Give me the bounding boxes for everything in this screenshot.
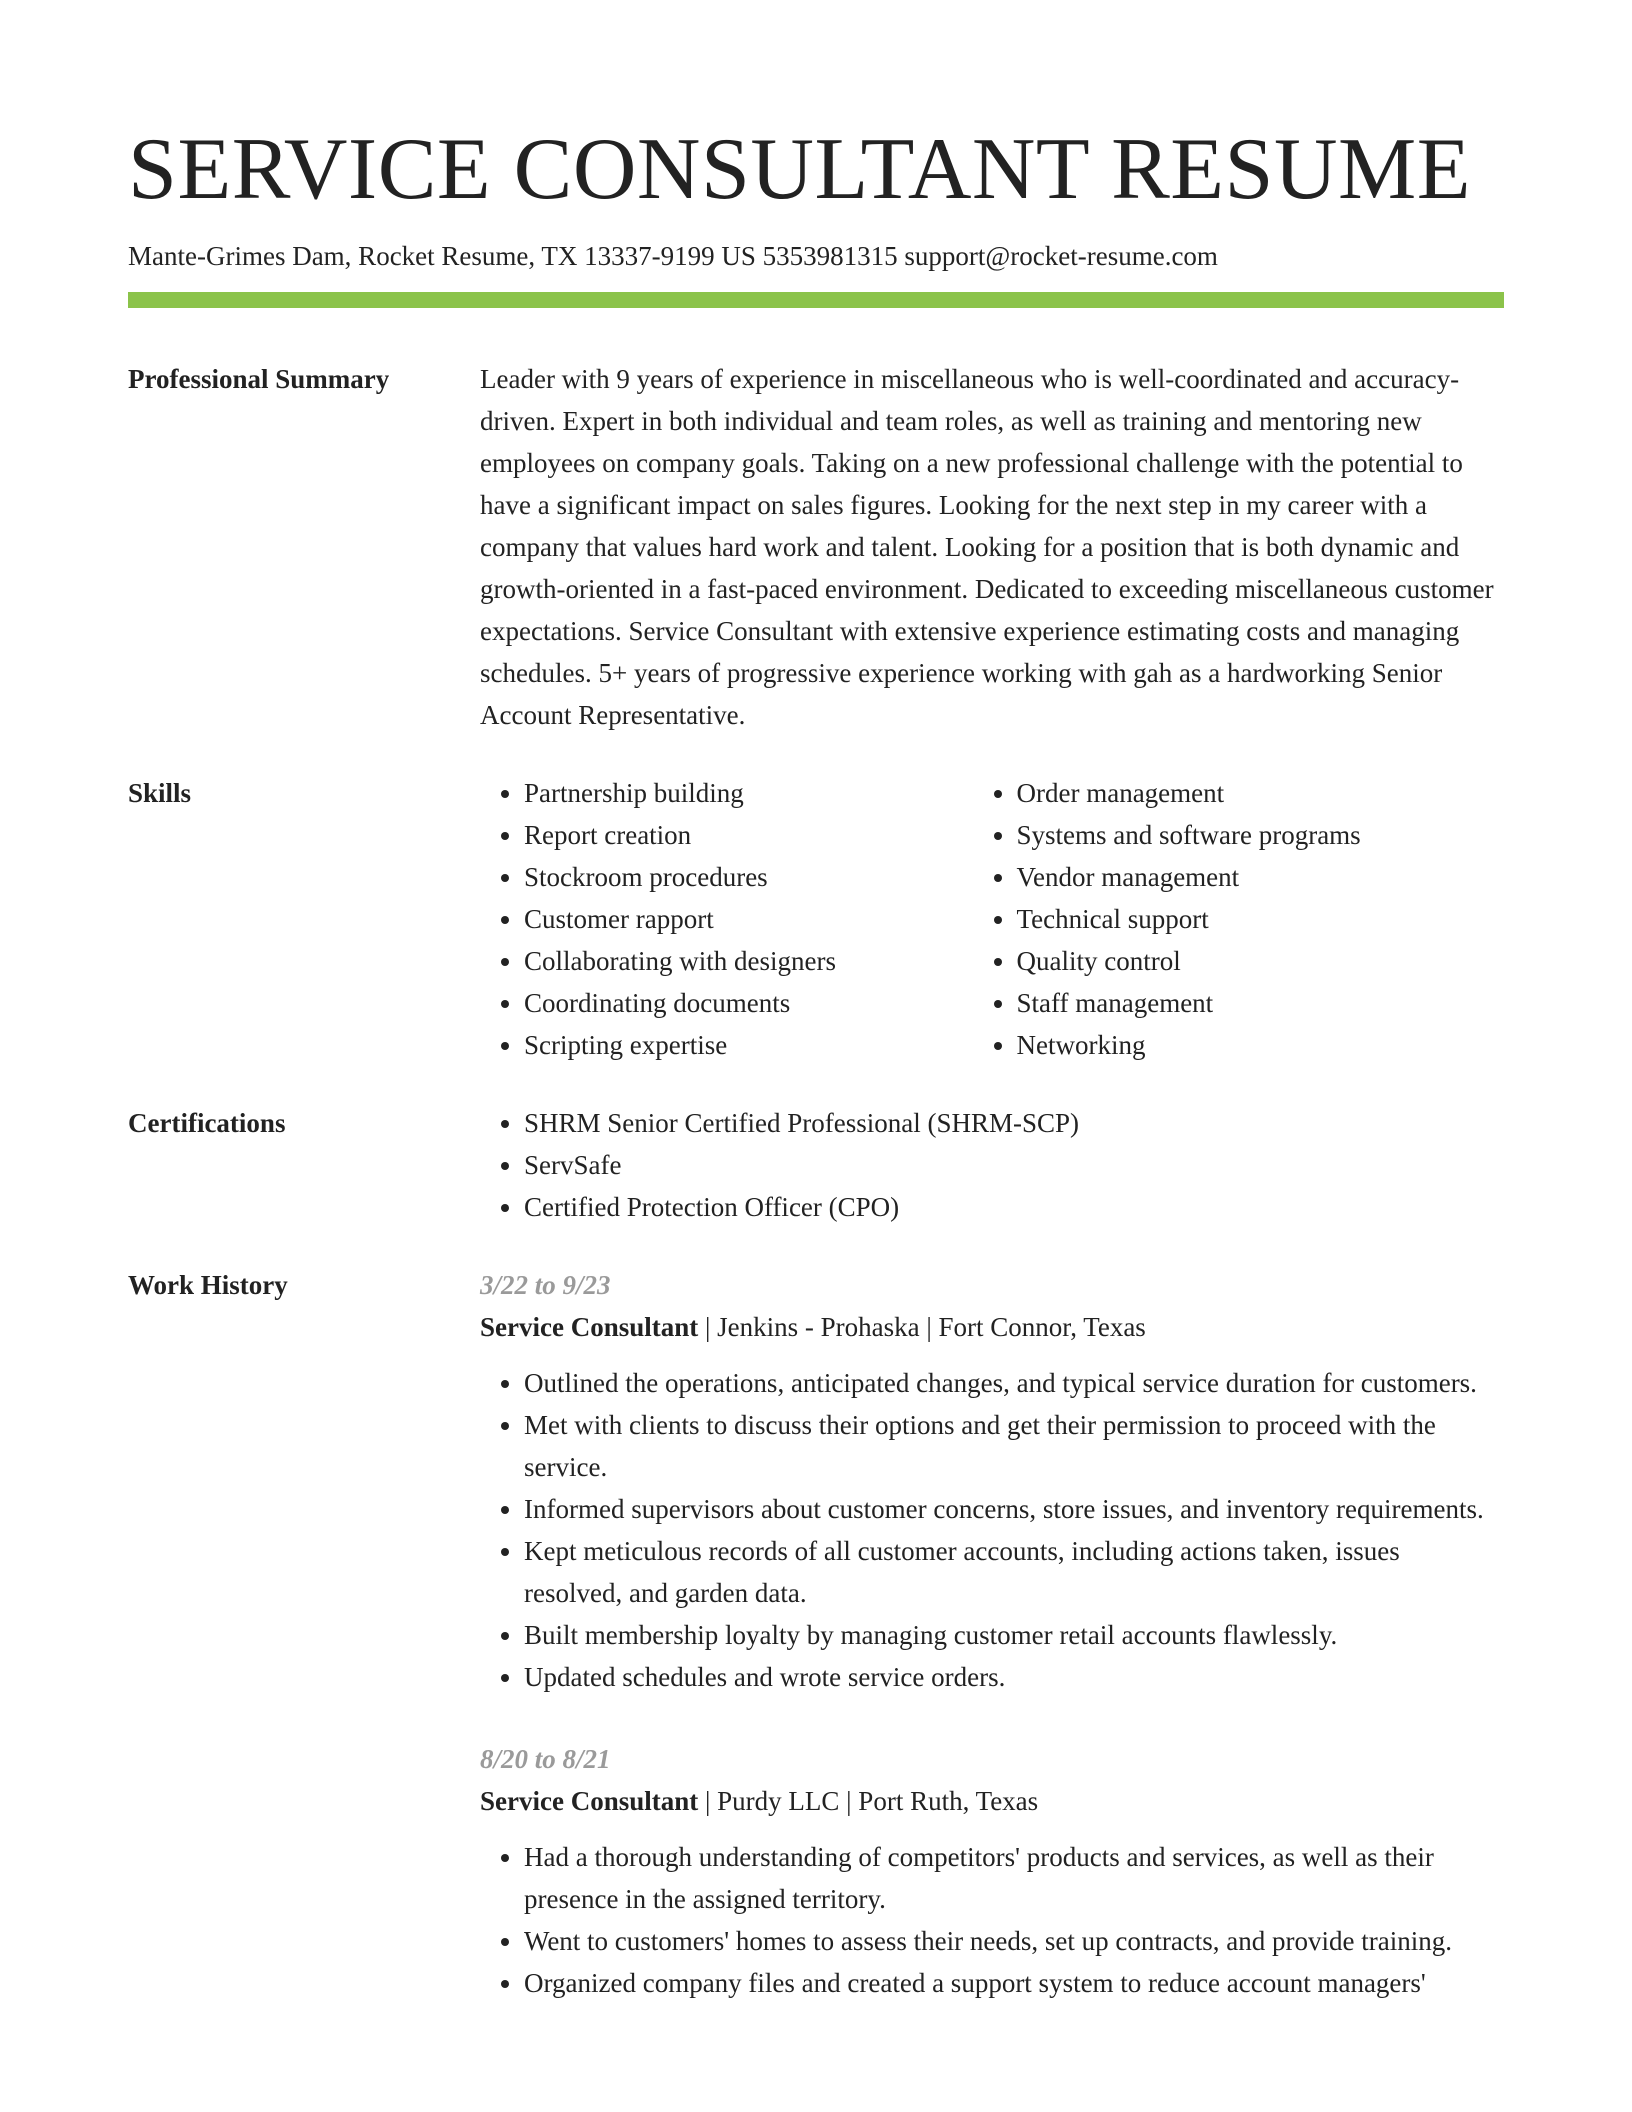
section-heading: Professional Summary (128, 364, 390, 394)
job-bullet: • Outlined the operations, anticipated changes, and typical service duration for customers. (524, 1362, 1504, 1404)
job-bullet: • Built membership loyalty by managing customer retail accounts flawlessly. (524, 1614, 1504, 1656)
contact-line: Mante-Grimes Dam, Rocket Resume, TX 13337-9199 US 5353981315 support@rocket-resume.com (128, 241, 1218, 271)
skill-item: • Scripting expertise (524, 1024, 973, 1066)
certifications-section (128, 1102, 1504, 1228)
resume-title: SERVICE CONSULTANT RESUME (128, 121, 1472, 218)
skill-item: • Stockroom procedures (524, 856, 973, 898)
skill-item: • Systems and software programs (1017, 814, 1505, 856)
job-bullets (480, 1836, 1504, 2004)
certifications-list (480, 1102, 1504, 1228)
work-history-section (128, 1264, 1504, 2044)
skill-item: • Collaborating with designers (524, 940, 973, 982)
summary-section (128, 358, 1504, 736)
job-heading (480, 1780, 1504, 1822)
skill-item: • Coordinating documents (524, 982, 973, 1024)
certification-item: • ServSafe (524, 1144, 1504, 1186)
skill-item: • Staff management (1017, 982, 1505, 1024)
job-bullet: • Updated schedules and wrote service orders. (524, 1656, 1504, 1698)
job-entry (480, 1738, 1504, 2004)
certification-item: • Certified Protection Officer (CPO) (524, 1186, 1504, 1228)
job-bullet: • Had a thorough understanding of competitors' products and services, as well as their presence in the assigned territory. (524, 1836, 1504, 1920)
job-bullet: • Informed supervisors about customer concerns, store issues, and inventory requirements. (524, 1488, 1504, 1530)
job-bullets (480, 1362, 1504, 1698)
skill-item: • Customer rapport (524, 898, 973, 940)
section-heading: Certifications (128, 1108, 286, 1138)
skill-item: • Networking (1017, 1024, 1505, 1066)
skill-item: • Order management (1017, 772, 1505, 814)
summary-text: Leader with 9 years of experience in miscellaneous who is well-coordinated and accuracy-driven. Expert in both individual and team roles, as well as training and mentoring new employees on company goals. Taking on a new professional challenge with the potential to have a significant impact on sales figures. Looking for the next step in my career with a company that values hard work and talent. Looking for a position that is both dynamic and growth-oriented in a fast-paced environment. Dedicated to exceeding miscellaneous customer expectations. Service Consultant with extensive experience estimating costs and managing schedules. 5+ years of progressive experience working with gah as a hardworking Senior Account Representative. (480, 364, 1494, 730)
job-entry (480, 1264, 1504, 1698)
skill-item: • Vendor management (1017, 856, 1505, 898)
job-bullet: • Kept meticulous records of all customer accounts, including actions taken, issues resolved, and garden data. (524, 1530, 1504, 1614)
job-dates: 8/20 to 8/21 (480, 1744, 611, 1774)
job-bullet: • Went to customers' homes to assess their needs, set up contracts, and provide training. (524, 1920, 1504, 1962)
skill-item: • Quality control (1017, 940, 1505, 982)
skill-item: • Report creation (524, 814, 973, 856)
job-details: | Jenkins - Prohaska | Fort Connor, Texas (698, 1312, 1146, 1342)
job-bullet: • Met with clients to discuss their options and get their permission to proceed with the service. (524, 1404, 1504, 1488)
job-details: | Purdy LLC | Port Ruth, Texas (698, 1786, 1039, 1816)
job-title: Service Consultant (480, 1786, 699, 1816)
certification-item: • SHRM Senior Certified Professional (SHRM-SCP) (524, 1102, 1504, 1144)
job-dates: 3/22 to 9/23 (480, 1270, 611, 1300)
job-heading (480, 1306, 1504, 1348)
skills-list-left (480, 772, 973, 1066)
section-heading: Work History (128, 1270, 288, 1300)
skills-list-right (973, 772, 1505, 1066)
skills-section (128, 772, 1504, 1066)
job-title: Service Consultant (480, 1312, 699, 1342)
skill-item: • Partnership building (524, 772, 973, 814)
section-heading: Skills (128, 778, 192, 808)
skill-item: • Technical support (1017, 898, 1505, 940)
accent-divider (128, 292, 1504, 308)
job-bullet: • Organized company files and created a support system to reduce account managers' (524, 1962, 1504, 2004)
